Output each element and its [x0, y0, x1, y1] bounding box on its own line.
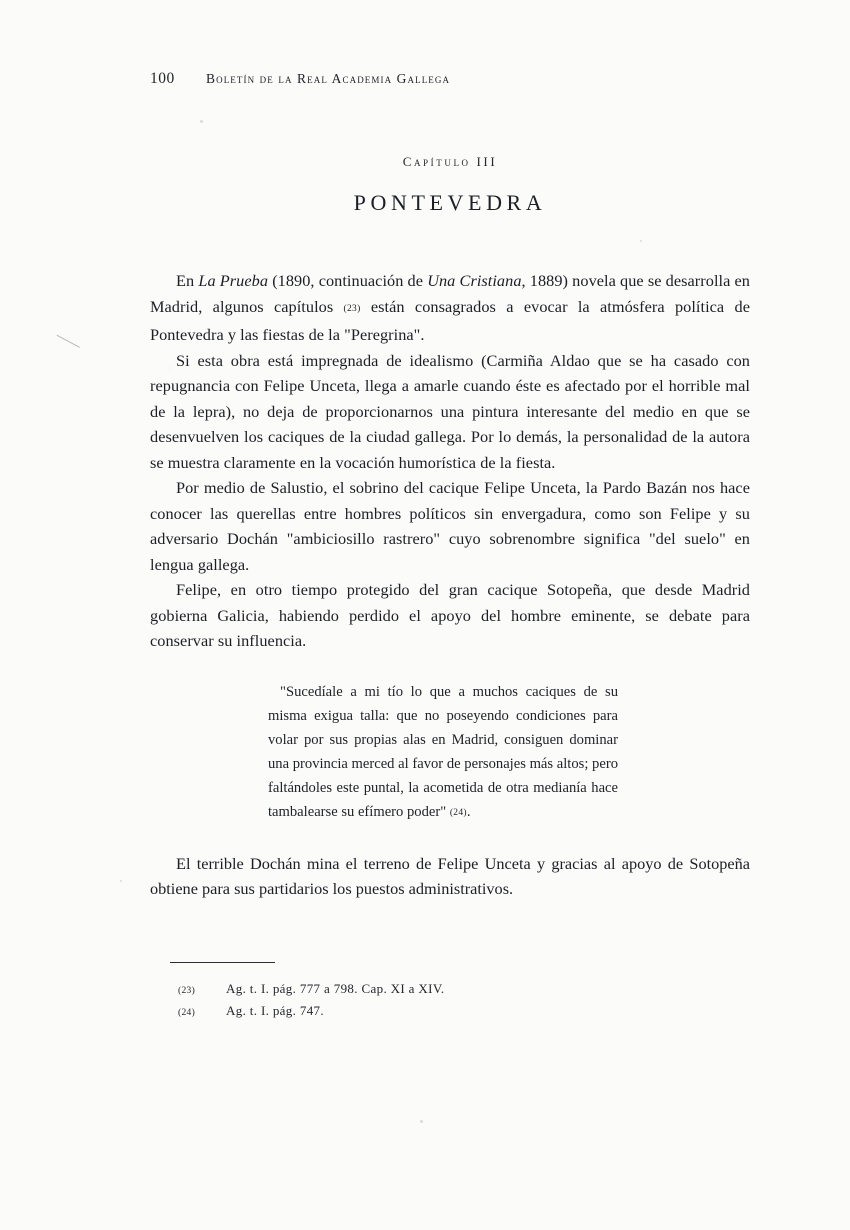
footnote-reference-24[interactable]: (24)	[449, 807, 467, 818]
chapter-label: Capítulo III	[402, 154, 498, 169]
page-speck	[120, 880, 122, 882]
p1-mid1: (1890, continuación de	[268, 271, 428, 290]
paragraph-5: El terrible Dochán mina el terreno de Felipe Unceta y gracias al apoyo de Sotopeña obtiene para sus partidarios los puestos administrativos.	[150, 853, 750, 898]
title-una-cristiana: Una Cristiana	[427, 271, 522, 290]
paragraph-2: Si esta obra está impregnada de idealismo (Carmiña Aldao que se ha casado con repugnancia con Felipe Unceta, llega a amarle cuando éste es afectado por el horrible mal de la lepra), no deja de proporcionarnos una pintura interesante del medio en que se desenvuelven los caciques de la ciudad gallega. Por lo demás, la personalidad de la autora se muestra claramente en la vocación humorística de la fiesta.	[150, 350, 750, 472]
footnote-text: Ag. t. I. pág. 747.	[226, 1002, 324, 1018]
p1-tail: están consagrados a evocar la atmósfera política de Pontevedra y las fiestas de la "Peregrina".	[150, 296, 750, 344]
title-la-prueba: La Prueba	[198, 271, 269, 290]
page-speck	[420, 1120, 423, 1123]
paragraph-4: Felipe, en otro tiempo protegido del gran cacique Sotopeña, que desde Madrid gobierna Galicia, habiendo perdido el apoyo del hombre eminente, se debate para conservar su influencia.	[150, 580, 750, 650]
footnote-reference-23[interactable]: (23)	[343, 303, 361, 314]
page-smudge	[50, 335, 80, 360]
page-content	[150, 70, 750, 1023]
quote-tail: .	[466, 803, 471, 820]
running-head	[150, 70, 750, 92]
p1-mid2: , 1889) novela que se desarrolla en Madrid, algunos capítulos	[150, 271, 750, 316]
block-quote	[268, 680, 618, 825]
body-text	[150, 268, 750, 654]
footnote-number: (23)	[178, 985, 196, 996]
footnote-number: (24)	[178, 1007, 196, 1018]
chapter-title: PONTEVEDRA	[353, 190, 547, 215]
p1-lead: En	[176, 271, 199, 290]
footnote-text: Ag. t. I. pág. 777 a 798. Cap. XI a XIV.	[226, 980, 445, 996]
running-head-title: Boletín de la Real Academia Gallega	[206, 71, 451, 86]
paragraph-1	[150, 268, 750, 348]
footnote-item	[178, 979, 750, 1001]
quote-main: "Sucedíale a mi tío lo que a muchos caciques de su misma exigua talla: que no poseyendo condiciones para volar por sus propias alas en Madrid, consiguen dominar una provincia merced al favor de personajes más altos; pero faltándoles este puntal, la acometida de otra medianía hace tambalearse su efímero poder"	[268, 683, 618, 820]
footnotes	[178, 979, 750, 1023]
quote-paragraph	[268, 680, 618, 825]
after-quote-text	[150, 851, 750, 902]
paragraph-3: Por medio de Salustio, el sobrino del cacique Felipe Unceta, la Pardo Bazán nos hace conocer las querellas entre hombres políticos sin envergadura, como son Felipe y su adversario Dochán "ambiciosillo rastrero" cuyo sobrenombre significa "del suelo" en lengua gallega.	[150, 478, 750, 574]
footnote-separator	[170, 962, 275, 963]
page-folio: 100	[150, 70, 175, 87]
footnote-item	[178, 1001, 750, 1023]
